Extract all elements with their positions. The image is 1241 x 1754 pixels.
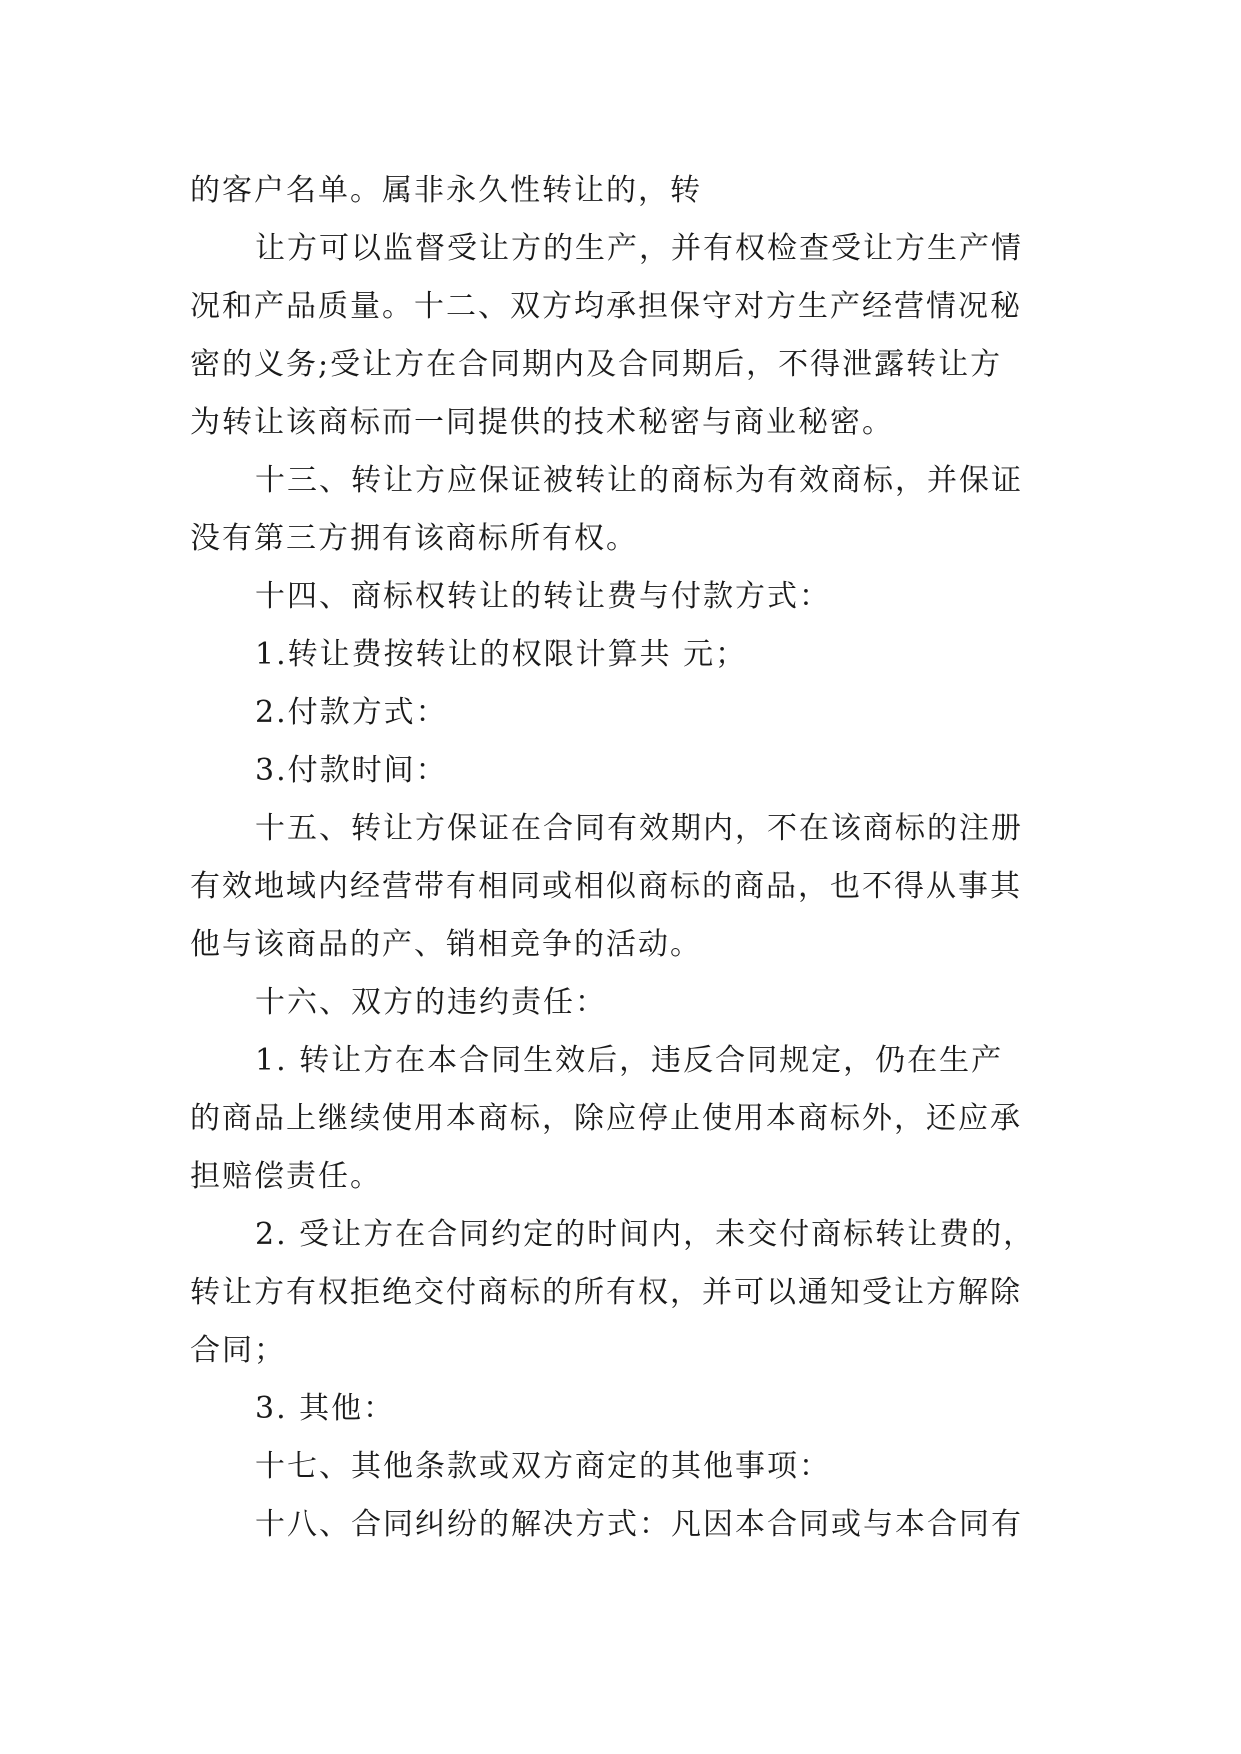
text-line: 3. 其他： [255,1391,396,1426]
text-line: 3.付款时间： [255,753,448,788]
text-line: 的商品上继续使用本商标，除应停止使用本商标外，还应承 [190,1101,1022,1136]
text-line: 十三、转让方应保证被转让的商标为有效商标，并保证 [255,463,1023,498]
text-line: 1. 转让方在本合同生效后，违反合同规定，仍在生产 [255,1043,1004,1078]
text-line: 况和产品质量。十二、双方均承担保守对方生产经营情况秘 [190,289,1022,324]
text-line: 密的义务;受让方在合同期内及合同期后，不得泄露转让方 [190,347,1003,382]
text-line: 合同； [190,1333,286,1368]
document-body [190,162,1060,1554]
text-line: 1.转让费按转让的权限计算共 元； [255,637,748,672]
text-line: 十六、双方的违约责任： [255,985,607,1020]
text-line: 有效地域内经营带有相同或相似商标的商品，也不得从事其 [190,869,1022,904]
text-line: 没有第三方拥有该商标所有权。 [190,521,638,556]
text-line: 2.付款方式： [255,695,448,730]
text-line: 的客户名单。属非永久性转让的，转 [190,173,702,208]
text-line: 十七、其他条款或双方商定的其他事项： [255,1449,831,1484]
text-line: 为转让该商标而一同提供的技术秘密与商业秘密。 [190,405,894,440]
text-line: 让方可以监督受让方的生产，并有权检查受让方生产情 [255,231,1023,266]
text-line: 转让方有权拒绝交付商标的所有权，并可以通知受让方解除 [190,1275,1022,1310]
text-line: 十四、商标权转让的转让费与付款方式： [255,579,831,614]
text-line: 十五、转让方保证在合同有效期内，不在该商标的注册 [255,811,1023,846]
text-line: 担赔偿责任。 [190,1159,382,1194]
text-line: 他与该商品的产、销相竞争的活动。 [190,927,702,962]
text-line: 2. 受让方在合同约定的时间内，未交付商标转让费的， [255,1217,1036,1252]
text-line: 十八、合同纠纷的解决方式：凡因本合同或与本合同有 [255,1507,1023,1542]
